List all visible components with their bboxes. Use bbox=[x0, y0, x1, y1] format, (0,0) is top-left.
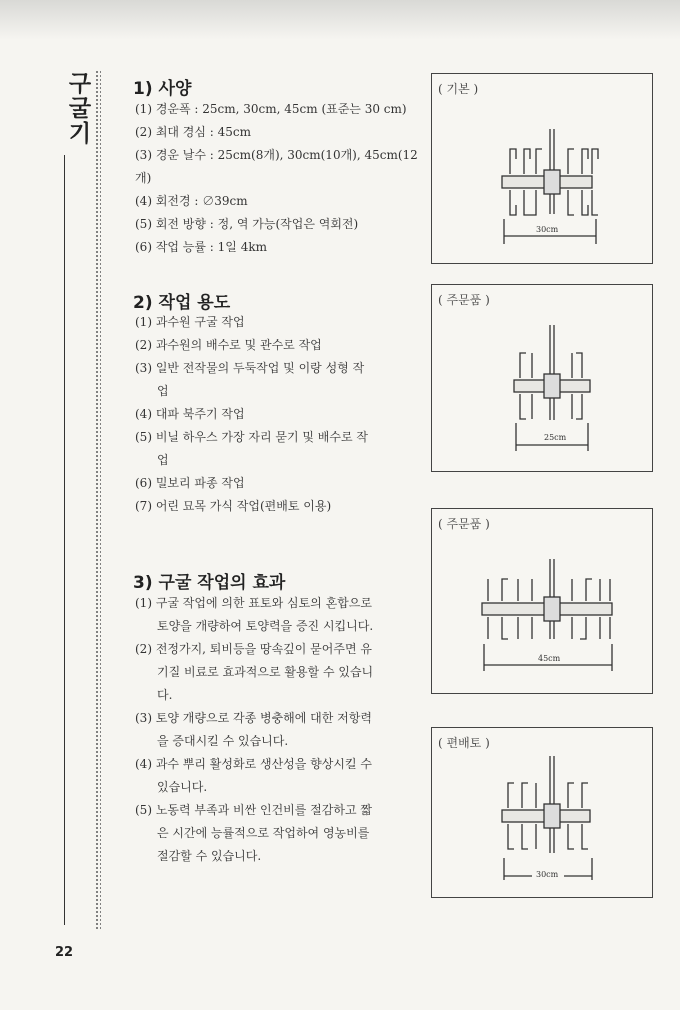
specs-list bbox=[135, 98, 425, 259]
figure-standard bbox=[431, 73, 653, 264]
list-item: (5) 회전 방향 : 정, 역 가능(작업은 역회전) bbox=[135, 217, 359, 231]
side-title-char: 기 bbox=[68, 121, 92, 147]
list-item: (5) 비닐 하우스 가장 자리 묻기 및 배수로 작업 bbox=[135, 430, 368, 467]
list-item: (4) 회전경 : ∅39cm bbox=[135, 194, 248, 208]
list-item: (3) 일반 전작물의 두둑작업 및 이랑 성형 작업 bbox=[135, 361, 365, 398]
list-item: (4) 대파 북주기 작업 bbox=[135, 407, 245, 421]
list-item: (2) 최대 경심 : 45cm bbox=[135, 125, 252, 139]
rotor-diagram bbox=[432, 74, 652, 263]
uses-list bbox=[135, 311, 375, 518]
page-number: 22 bbox=[55, 945, 74, 960]
section-heading-uses: 2) 작업 용도 bbox=[133, 293, 231, 313]
side-title-char: 구 bbox=[68, 71, 92, 97]
list-item: (1) 과수원 구굴 작업 bbox=[135, 315, 245, 329]
effects-list bbox=[135, 592, 375, 868]
list-item: (5) 노동력 부족과 비싼 인건비를 절감하고 짧은 시간에 능률적으로 작업하여 영농비를 절감할 수 있습니다. bbox=[135, 803, 372, 863]
list-item: (6) 밀보리 파종 작업 bbox=[135, 476, 245, 490]
dimension-label: 25cm bbox=[544, 433, 567, 442]
figure-one-sided bbox=[431, 727, 653, 898]
rotor-diagram bbox=[432, 285, 652, 471]
dotted-margin bbox=[95, 70, 101, 930]
list-item: (7) 어린 묘목 가식 작업(편배토 이용) bbox=[135, 499, 332, 513]
dimension-label: 45cm bbox=[538, 654, 561, 663]
top-shadow bbox=[0, 0, 680, 40]
list-item: (4) 과수 뿌리 활성화로 생산성을 향상시킬 수 있습니다. bbox=[135, 757, 372, 794]
section-heading-effects: 3) 구굴 작업의 효과 bbox=[133, 573, 286, 593]
figure-custom-45 bbox=[431, 508, 653, 694]
figure-caption: ( 주문품 ) bbox=[438, 293, 490, 307]
list-item: (2) 전정가지, 퇴비등을 땅속깊이 묻어주면 유기질 비료로 효과적으로 활용할 수 있습니다. bbox=[135, 642, 374, 702]
dimension-label: 30cm bbox=[536, 870, 559, 879]
side-title-char: 굴 bbox=[68, 96, 92, 122]
list-item: (2) 과수원의 배수로 및 관수로 작업 bbox=[135, 338, 322, 352]
dimension-label: 30cm bbox=[536, 225, 559, 234]
rotor-diagram bbox=[432, 509, 652, 693]
section-heading-specs: 1) 사양 bbox=[133, 79, 192, 99]
side-rule bbox=[64, 155, 65, 925]
list-item: (6) 작업 능률 : 1일 4km bbox=[135, 240, 267, 254]
figure-caption: ( 주문품 ) bbox=[438, 517, 490, 531]
figure-caption: ( 편배토 ) bbox=[438, 736, 490, 750]
list-item: (3) 토양 개량으로 각종 병충해에 대한 저항력을 증대시킬 수 있습니다. bbox=[135, 711, 372, 748]
list-item: (1) 구굴 작업에 의한 표토와 심토의 혼합으로 토양을 개량하여 토양력을 증진 시킵니다. bbox=[135, 596, 374, 633]
list-item: (1) 경운폭 : 25cm, 30cm, 45cm (표준는 30 cm) bbox=[135, 102, 407, 116]
figure-custom-25 bbox=[431, 284, 653, 472]
figure-caption: ( 기본 ) bbox=[438, 82, 479, 96]
side-title bbox=[66, 72, 94, 147]
list-item: (3) 경운 날수 : 25cm(8개), 30cm(10개), 45cm(12개) bbox=[135, 148, 418, 185]
